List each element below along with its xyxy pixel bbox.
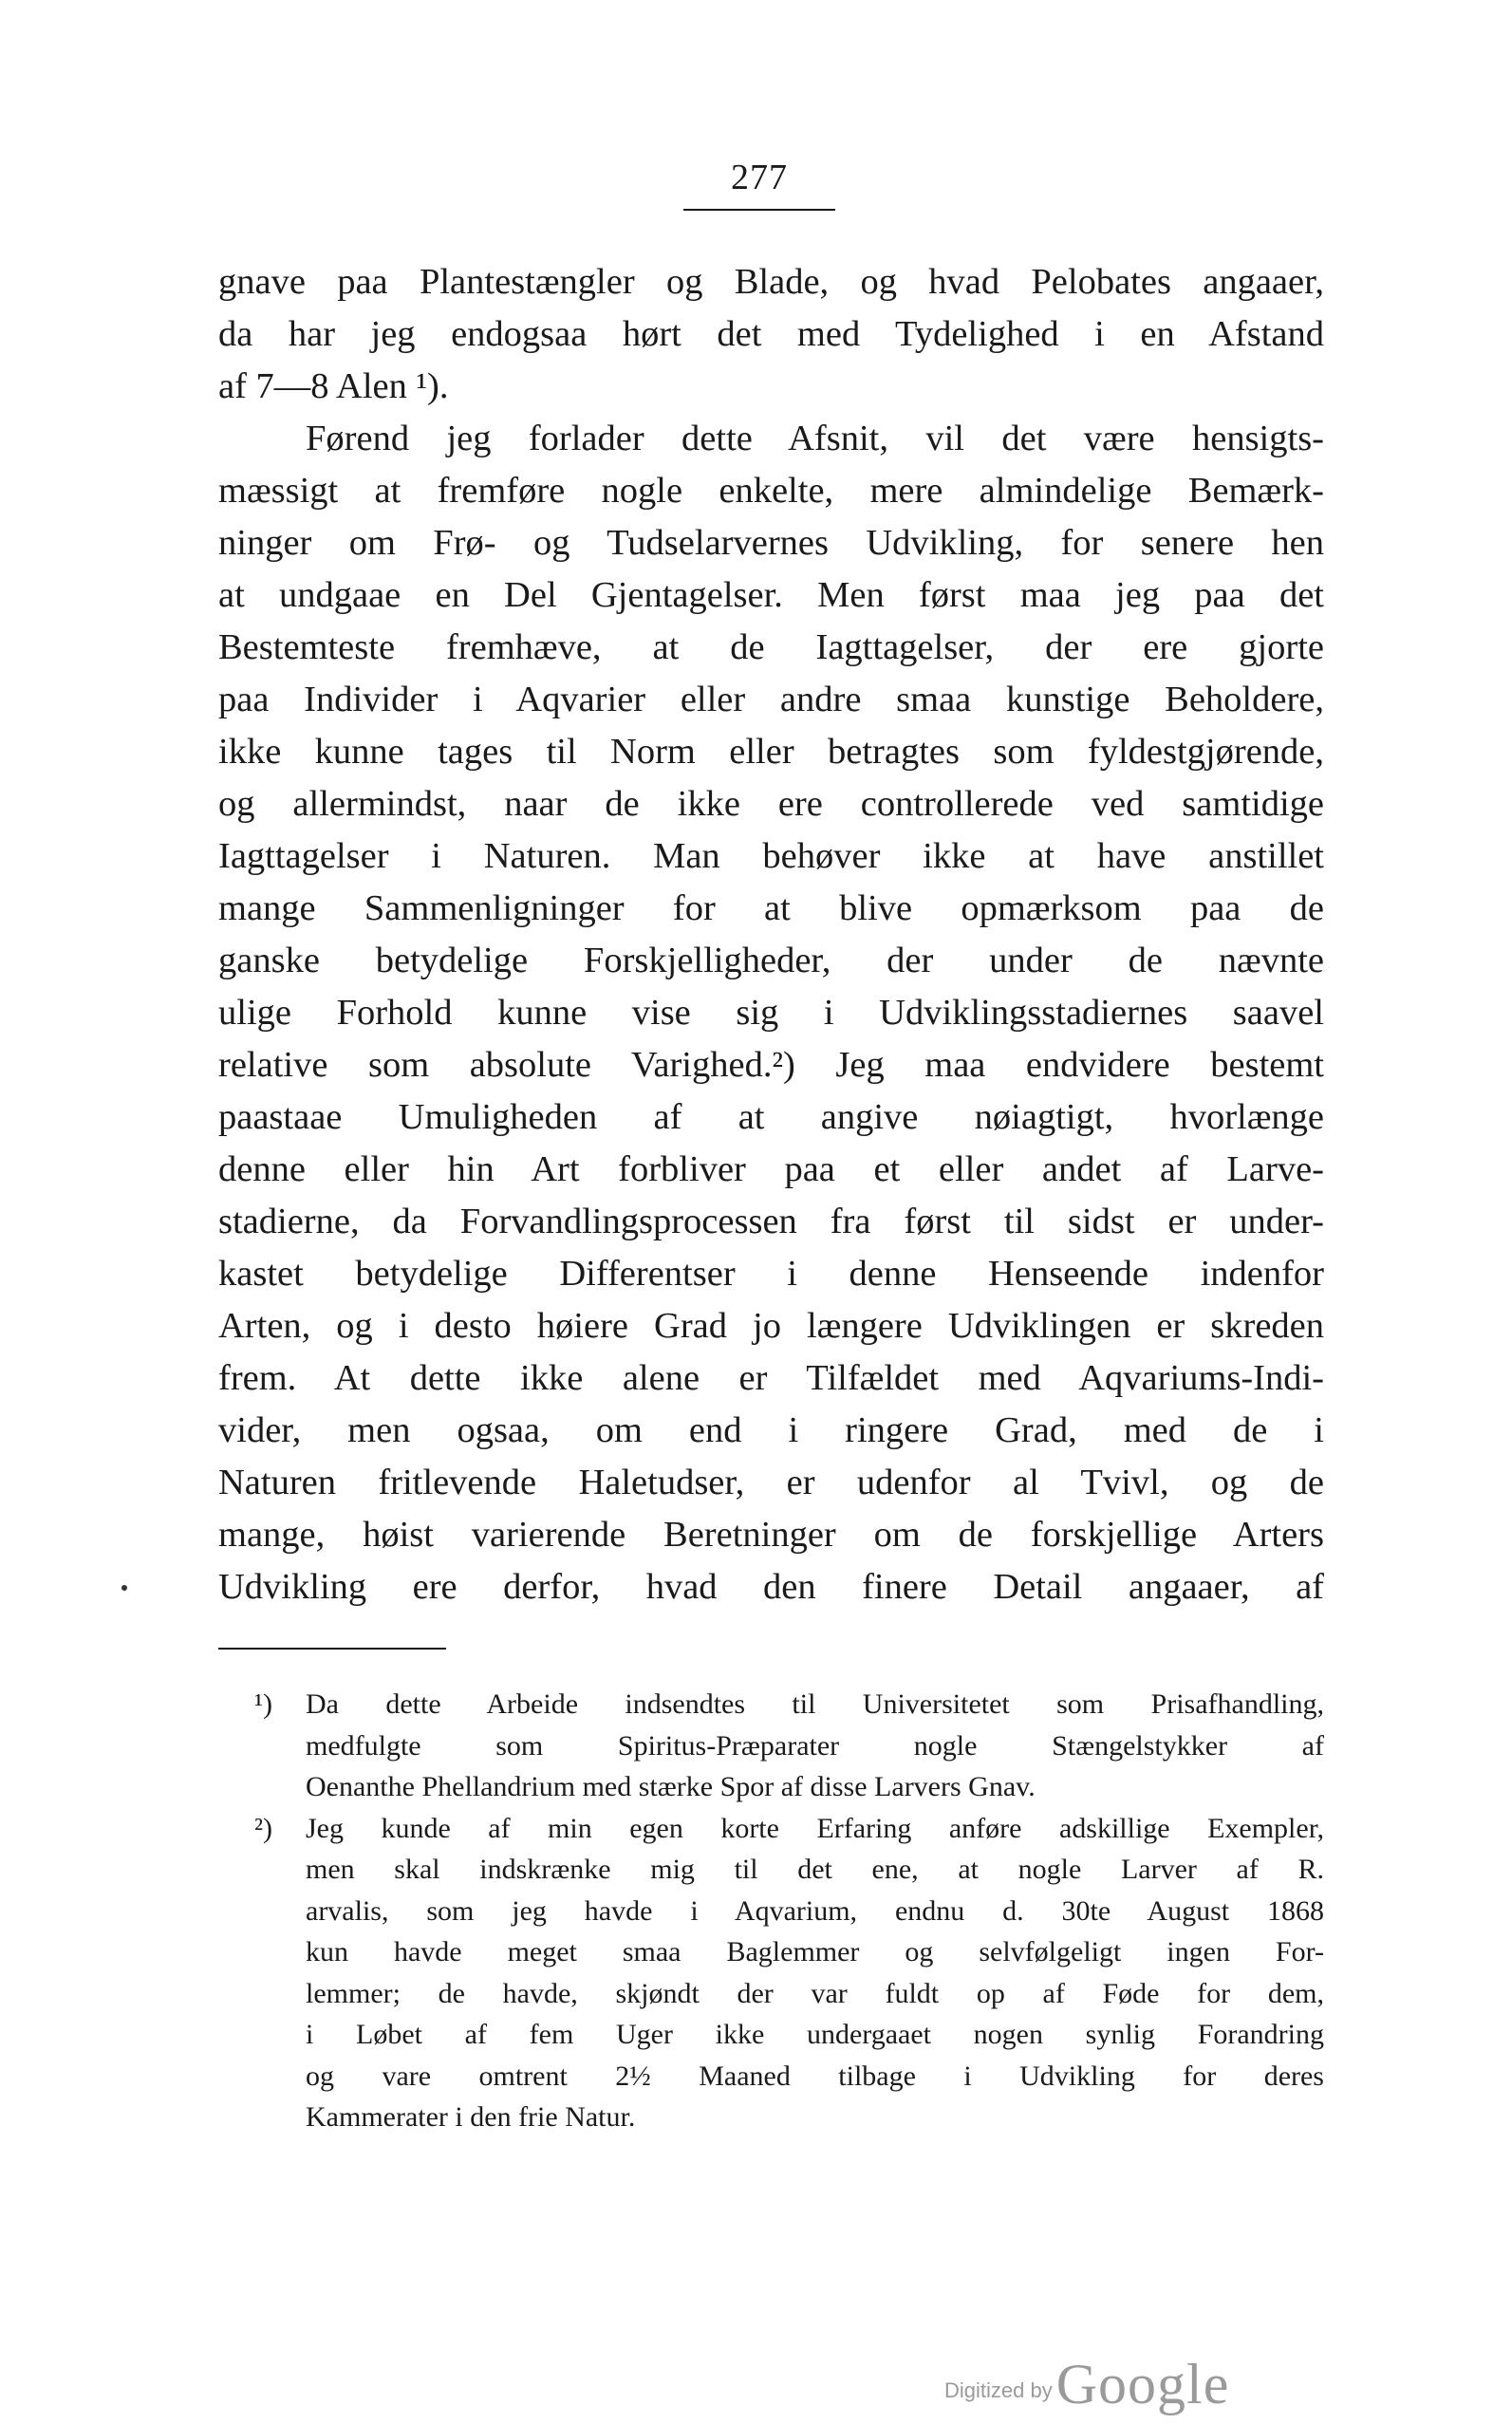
text-line: af 7—8 Alen ¹). bbox=[218, 366, 449, 406]
body-text bbox=[218, 256, 1324, 1613]
footnote-text: medfulgte som Spiritus-Præparater nogle Stængelstykker af bbox=[306, 1729, 1324, 1762]
footnote bbox=[254, 1684, 1324, 1808]
margin-mark bbox=[121, 1585, 127, 1591]
text-line: ganske betydelige Forskjelligheder, der under de nævnte bbox=[218, 941, 1324, 980]
text-line: relative som absolute Varighed.²) Jeg maa endvidere bestemt bbox=[218, 1045, 1324, 1085]
footnote-line bbox=[254, 1725, 1324, 1767]
page-number-rule bbox=[683, 209, 835, 211]
text-line: gnave paa Plantestængler og Blade, og hvad Pelobates angaaer, bbox=[218, 262, 1324, 302]
text-line: stadierne, da Forvandlingsprocessen fra først til sidst er under- bbox=[218, 1202, 1324, 1241]
footnotes bbox=[254, 1684, 1324, 2138]
footnote-line bbox=[254, 1684, 1324, 1725]
footnote-line bbox=[254, 1931, 1324, 1973]
text-line: Arten, og i desto høiere Grad jo længere Udviklingen er skreden bbox=[218, 1306, 1324, 1346]
text-line: Naturen fritlevende Haletudser, er udenfor al Tvivl, og de bbox=[218, 1463, 1324, 1502]
text-line: kastet betydelige Differentser i denne Henseende indenfor bbox=[218, 1254, 1324, 1294]
text-line: denne eller hin Art forbliver paa et eller andet af Larve- bbox=[218, 1149, 1324, 1189]
text-line: at undgaae en Del Gjentagelser. Men først maa jeg paa det bbox=[218, 575, 1324, 615]
text-line: mange Sammenligninger for at blive opmærksom paa de bbox=[218, 888, 1324, 928]
watermark-brand: Google bbox=[1055, 2353, 1230, 2415]
footnote-line bbox=[254, 1808, 1324, 1850]
footnote-text: Oenanthe Phellandrium med stærke Spor af disse Larvers Gnav. bbox=[306, 1771, 1036, 1802]
footnote-line bbox=[254, 1891, 1324, 1932]
text-line: ikke kunne tages til Norm eller betragtes som fyldestgjørende, bbox=[218, 732, 1324, 772]
text-line: ulige Forhold kunne vise sig i Udviklingsstadiernes saavel bbox=[218, 993, 1324, 1033]
text-line: og allermindst, naar de ikke ere controllerede ved samtidige bbox=[218, 784, 1324, 824]
text-line: frem. At dette ikke alene er Tilfældet med Aqvariums-Indi- bbox=[218, 1358, 1324, 1398]
text-line: Bestemteste fremhæve, at de Iagttagelser, der ere gjorte bbox=[218, 627, 1324, 667]
footnote-line bbox=[254, 2056, 1324, 2098]
footnote-separator bbox=[218, 1648, 446, 1650]
footnote-line bbox=[254, 1766, 1324, 1808]
text-line: ninger om Frø- og Tudselarvernes Udvikling, for senere hen bbox=[218, 523, 1324, 563]
text-line: mange, høist varierende Beretninger om de forskjellige Arters bbox=[218, 1515, 1324, 1555]
text-line: mæssigt at fremføre nogle enkelte, mere almindelige Bemærk- bbox=[218, 471, 1324, 511]
text-line: da har jeg endogsaa hørt det med Tydelighed i en Afstand bbox=[218, 314, 1324, 354]
footnote-text: lemmer; de havde, skjøndt der var fuldt op af Føde for dem, bbox=[306, 1977, 1324, 2009]
page-number: 277 bbox=[731, 158, 788, 197]
text-line: Udvikling ere derfor, hvad den finere Detail angaaer, af bbox=[218, 1567, 1324, 1607]
text-line: vider, men ogsaa, om end i ringere Grad, med de i bbox=[218, 1410, 1324, 1450]
footnote-text: kun havde meget smaa Baglemmer og selvfølgeligt ingen For- bbox=[306, 1936, 1324, 1967]
footnote-marker: ²) bbox=[254, 1812, 272, 1844]
footnote-text: og vare omtrent 2½ Maaned tilbage i Udvikling for deres bbox=[306, 2060, 1324, 2092]
watermark-prefix: Digitized by bbox=[944, 2378, 1053, 2402]
footnote bbox=[254, 1808, 1324, 2138]
text-line: paastaae Umuligheden af at angive nøiagtigt, hvorlænge bbox=[218, 1097, 1324, 1137]
footnote-text: men skal indskrænke mig til det ene, at nogle Larver af R. bbox=[306, 1854, 1324, 1885]
text-line: paa Individer i Aqvarier eller andre smaa kunstige Beholdere, bbox=[218, 680, 1324, 719]
digitized-by-google-watermark bbox=[944, 2352, 1229, 2417]
footnote-marker: ¹) bbox=[254, 1688, 272, 1720]
footnote-text: arvalis, som jeg havde i Aqvarium, endnu d. 30te August 1868 bbox=[306, 1894, 1324, 1927]
text-line: Iagttagelser i Naturen. Man behøver ikke at have anstillet bbox=[218, 836, 1324, 876]
footnote-line bbox=[254, 1973, 1324, 2015]
footnote-line bbox=[254, 2097, 1324, 2138]
text-line: Førend jeg forlader dette Afsnit, vil det være hensigts- bbox=[306, 419, 1324, 458]
footnote-line bbox=[254, 1849, 1324, 1891]
footnote-text: i Løbet af fem Uger ikke undergaaet nogen synlig Forandring bbox=[306, 2019, 1324, 2050]
footnote-text: Da dette Arbeide indsendtes til Universitetet som Prisafhandling, bbox=[306, 1688, 1324, 1720]
footnote-line bbox=[254, 2014, 1324, 2056]
footnote-text: Kammerater i den frie Natur. bbox=[306, 2101, 636, 2133]
footnote-text: Jeg kunde af min egen korte Erfaring anføre adskillige Exempler, bbox=[306, 1812, 1324, 1844]
